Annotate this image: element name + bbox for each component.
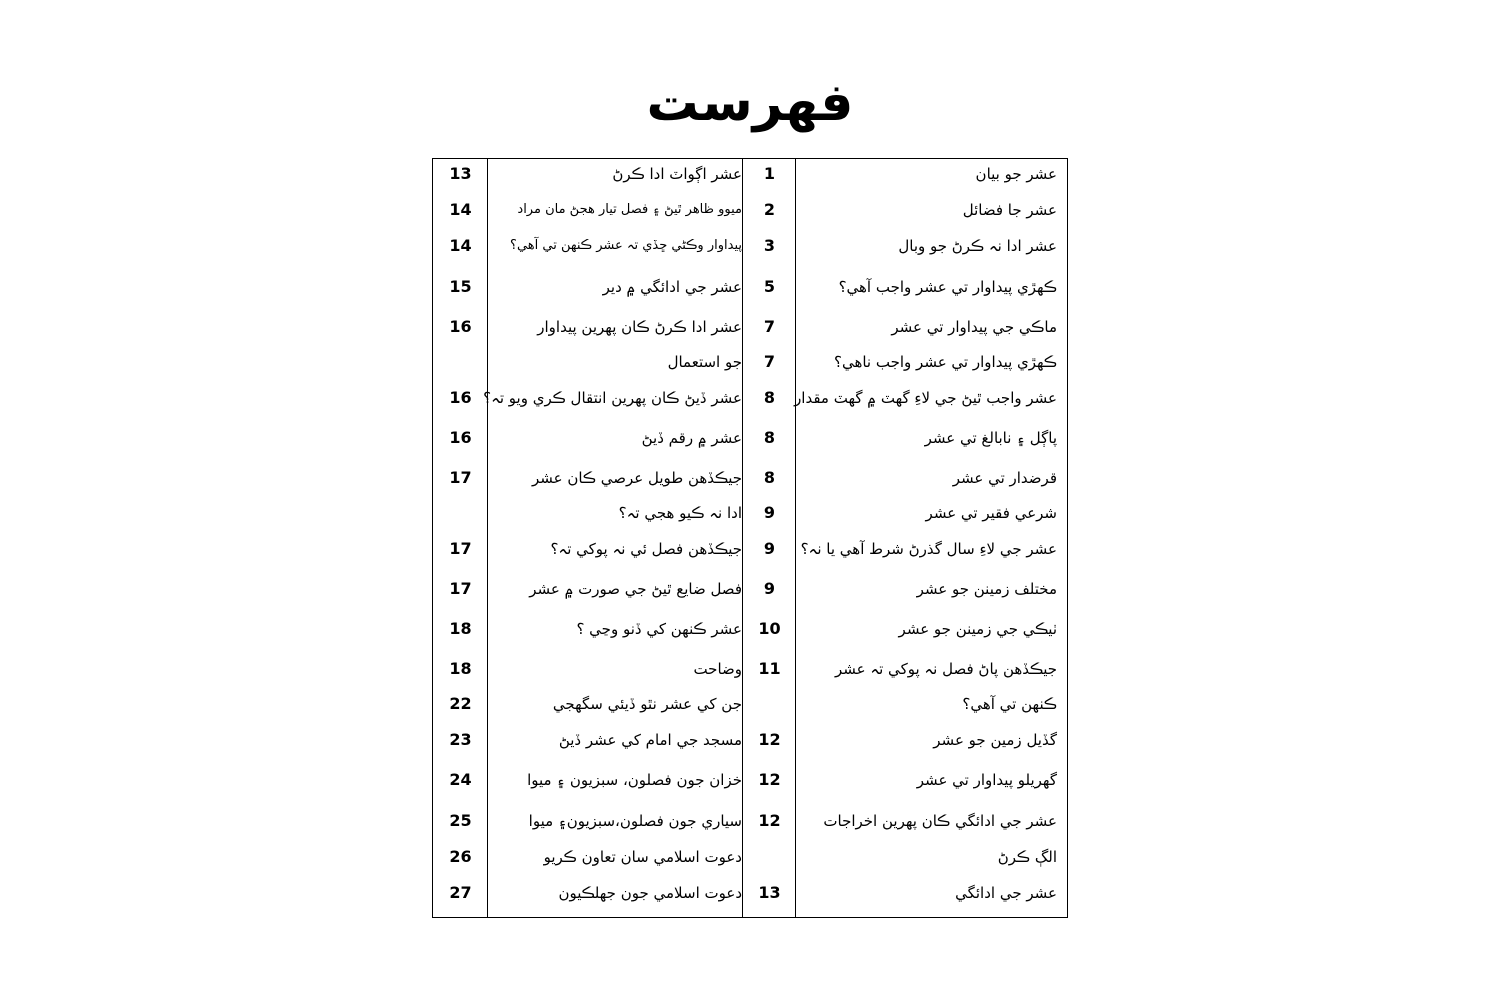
- toc-page-number: [433, 350, 488, 374]
- toc-page-number: 9: [763, 503, 776, 522]
- toc-entry-title: عشر ۾ رقم ڏيڻ: [641, 429, 742, 447]
- toc-entry-title: دعوت اسلامي جون جهلڪيون: [558, 884, 742, 902]
- toc-entry-title: عشر واجب ٿيڻ جي لاءِ گهٽ ۾ گهٽ مقدار: [794, 389, 1057, 407]
- toc-entry-title: ڪهڙي پيداوار تي عشر واجب ناهي؟: [833, 353, 1057, 371]
- toc-page-number: 16: [449, 428, 472, 447]
- toc-entry-title: ڪنهن تي آهي؟: [962, 695, 1057, 713]
- toc-page-number: 15: [449, 277, 472, 296]
- toc-page-number: 12: [758, 811, 781, 830]
- toc-entry-title: الڳ ڪرڻ: [997, 848, 1057, 866]
- toc-page-number: 12: [758, 730, 781, 749]
- toc-entry-title: جيڪڏهن طويل عرصي ڪان عشر: [532, 469, 742, 487]
- toc-page-number: 3: [763, 236, 776, 255]
- toc-page-number: 18: [449, 659, 472, 678]
- toc-page-number: 24: [449, 770, 472, 789]
- toc-entry-title: ماڪي جي پيداوار تي عشر: [891, 318, 1057, 336]
- page-title: فهرست: [646, 73, 854, 133]
- toc-entry-title: پاڳل ۽ نابالغ تي عشر: [924, 429, 1057, 447]
- toc-page-number: 1: [763, 164, 776, 183]
- toc-page-number: 17: [449, 579, 472, 598]
- toc-entry-title: مسجد جي امام کي عشر ڏيڻ: [558, 731, 742, 749]
- toc-entry-title: دعوت اسلامي سان تعاون ڪريو: [543, 848, 742, 866]
- toc-page-number: 8: [763, 428, 776, 447]
- toc-entry-title: عشر ڏيڻ ڪان پهرين انتقال ڪري ويو تہ؟: [483, 389, 742, 407]
- toc-entry-title: پيداوار وڪڻي ڇڏي تہ عشر ڪنهن تي آهي؟: [510, 238, 742, 253]
- toc-entry-title: ميوو ظاهر ٿيڻ ۽ فصل تيار هجڻ مان مراد: [517, 202, 742, 217]
- toc-entry-title: مختلف زمينن جو عشر: [916, 580, 1057, 598]
- toc-page-number: 11: [758, 659, 781, 678]
- toc-entry-title: عشر ادا ڪرڻ ڪان پهرين پيداوار: [537, 318, 742, 336]
- toc-entry-title: وضاحت: [693, 660, 742, 678]
- toc-page-number: 23: [449, 730, 472, 749]
- toc-page-number: 8: [763, 388, 776, 407]
- toc-page-number: [743, 692, 796, 716]
- toc-page-number: 22: [449, 694, 472, 713]
- toc-entry-title: عشر جو بيان: [975, 165, 1057, 183]
- toc-entry-title: جن کي عشر نٿو ڏيئي سگهجي: [552, 695, 742, 713]
- toc-entry-title: عشر ڪنهن کي ڏنو وڃي ؟: [576, 620, 742, 638]
- toc-page-number: 10: [758, 619, 781, 638]
- toc-entry-title: ادا نہ ڪيو هجي تہ؟: [618, 504, 742, 522]
- toc-page-number: 8: [763, 468, 776, 487]
- toc-page-number: 25: [449, 811, 472, 830]
- toc-entry-title: عشر اڳواٽ ادا ڪرڻ: [612, 165, 742, 183]
- toc-page-number: 13: [449, 164, 472, 183]
- toc-entry-title: عشر جي ادائگي ڪان پهرين اخراجات: [823, 812, 1057, 830]
- toc-page-number: 27: [449, 883, 472, 902]
- toc-entry-title: سياري جون فصلون،سبزيون۽ ميوا: [528, 812, 742, 830]
- toc-entry-title: قرضدار تي عشر: [952, 469, 1057, 487]
- toc-page-number: [743, 845, 796, 869]
- toc-entry-title: گڏيل زمين جو عشر: [933, 731, 1057, 749]
- toc-page-number: 26: [449, 847, 472, 866]
- toc-page-number: 7: [763, 317, 776, 336]
- toc-page-number: 5: [763, 277, 776, 296]
- toc-entry-title: عشر جا فضائل: [962, 201, 1057, 219]
- toc-entry-title: ڪهڙي پيداوار تي عشر واجب آهي؟: [838, 278, 1057, 296]
- toc-page-number: 13: [758, 883, 781, 902]
- toc-page-number: 17: [449, 539, 472, 558]
- toc-entry-title: خزان جون فصلون، سبزيون ۽ ميوا: [527, 771, 742, 789]
- toc-page-number: 16: [449, 317, 472, 336]
- toc-page-number: 2: [763, 200, 776, 219]
- toc-entry-title: عشر جي لاءِ سال گذرڻ شرط آهي يا نہ؟: [800, 540, 1057, 558]
- toc-page-number: 14: [449, 200, 472, 219]
- toc-page-number: 9: [763, 539, 776, 558]
- toc-page-number: 16: [449, 388, 472, 407]
- toc-entry-title: گهريلو پيداوار تي عشر: [916, 771, 1057, 789]
- toc-entry-title: فصل ضايع ٿيڻ جي صورت ۾ عشر: [529, 580, 742, 598]
- table-of-contents: [432, 158, 1068, 918]
- toc-entry-title: عشر ادا نہ ڪرڻ جو وبال: [898, 237, 1057, 255]
- toc-entry-title: عشر جي ادائگي ۾ دير: [602, 278, 742, 296]
- toc-entry-title: ٺيڪي جي زمينن جو عشر: [898, 620, 1057, 638]
- toc-page-number: [433, 501, 488, 525]
- toc-page-number: 17: [449, 468, 472, 487]
- toc-page-number: 7: [763, 352, 776, 371]
- toc-entry-title: شرعي فقير تي عشر: [925, 504, 1057, 522]
- toc-page-number: 9: [763, 579, 776, 598]
- toc-entry-title: جيڪڏهن پاڻ فصل نہ پوکي تہ عشر: [834, 660, 1057, 678]
- toc-page-number: 12: [758, 770, 781, 789]
- toc-entry-title: جو استعمال: [667, 353, 742, 371]
- toc-page-number: 18: [449, 619, 472, 638]
- toc-entry-title: عشر جي ادائگي: [955, 884, 1057, 902]
- toc-page-number: 14: [449, 236, 472, 255]
- toc-entry-title: جيڪڏهن فصل ئي نہ پوکي تہ؟: [550, 540, 742, 558]
